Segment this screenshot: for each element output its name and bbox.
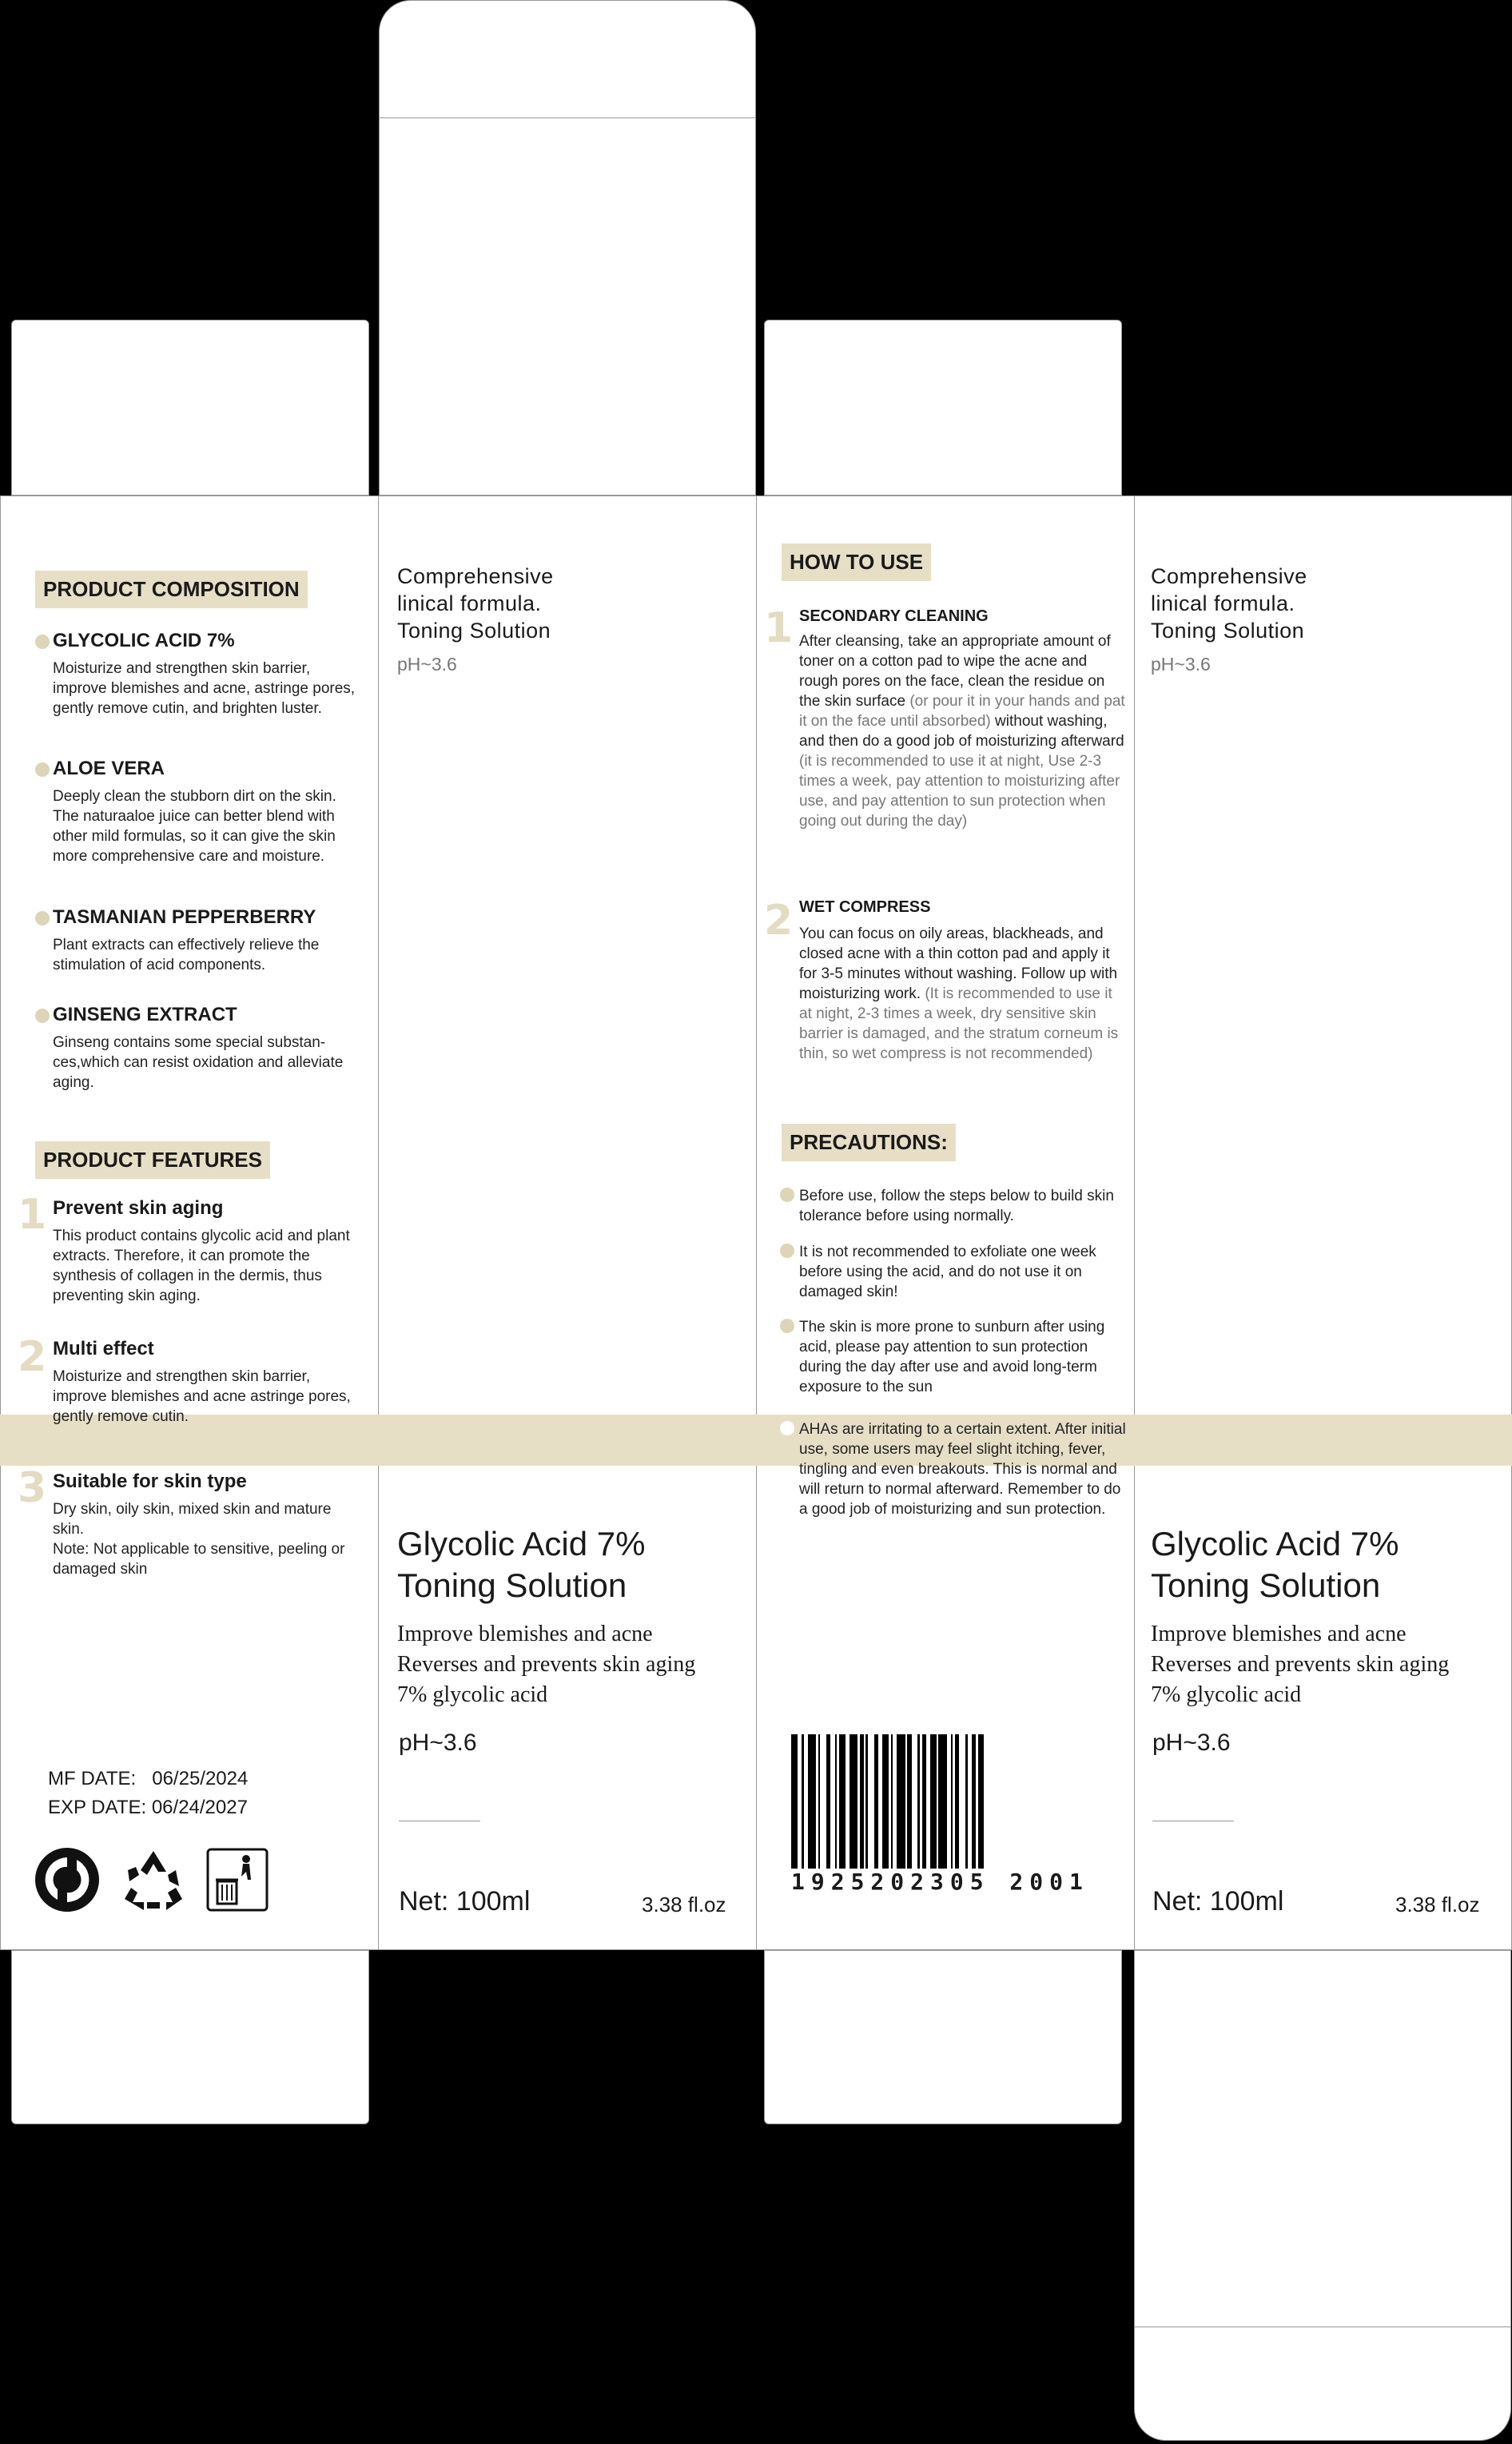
step-note: (It is recommended to use it at night, 2-3 times a week, dry sensitive skin barrier is damaged, and the stratum corneum is thin, so wet compress is not recommended): [799, 985, 1119, 1062]
bullet-dot: [780, 1319, 794, 1333]
barcode-bar: [978, 1734, 985, 1869]
front-claim: 7% glycolic acid: [1151, 1682, 1302, 1707]
top-ph: pH~3.6: [1151, 654, 1211, 675]
top-headline-line1: Comprehensive: [397, 564, 554, 588]
top-lid-flap: [379, 0, 756, 496]
step-number: 1: [764, 604, 794, 652]
front-ph: pH~3.6: [399, 1730, 477, 1756]
step-text: You can focus on oily areas, blackheads, and closed acne with a thin cotton pad and apply it for 3-5 minutes without washing. Follow up with moisturizing work.: [799, 925, 1118, 1002]
feature-number: 2: [18, 1333, 47, 1381]
step-note: (or pour it in your hands and pat it on the face until absorbed): [799, 693, 1125, 730]
composition-item-name: GLYCOLIC ACID 7%: [53, 630, 235, 651]
top-headline: [397, 563, 554, 644]
feature-desc: Moisturize and strengthen skin barrier, improve blemishes and acne astringe pores, gently remove cutin.: [53, 1368, 351, 1425]
bullet-dot: [780, 1244, 794, 1258]
front-title: [397, 1523, 645, 1606]
mf-date-label: MF DATE:: [48, 1768, 137, 1789]
front-claim: Improve blemishes and acne: [1151, 1622, 1407, 1646]
step-number: 2: [764, 897, 794, 945]
feature-desc: This product contains glycolic acid and plant extracts. Therefore, it can promote the synthesis of collagen in the dermis, thus preventing skin aging.: [53, 1228, 350, 1304]
feature-name: Suitable for skin type: [53, 1471, 247, 1492]
exp-date-value: 06/24/2027: [151, 1797, 248, 1818]
feature-name: Multi effect: [53, 1338, 154, 1359]
bottom-flap-middle: [764, 1950, 1122, 2124]
barcode: [791, 1734, 1095, 1869]
front-title-line1: Glycolic Acid 7%: [397, 1525, 646, 1562]
features-title: PRODUCT FEATURES: [35, 1141, 270, 1179]
composition-item-desc: Ginseng contains some special substan-ces,which can resist oxidation and alleviate aging.: [53, 1034, 344, 1091]
bullet-dot: [780, 1421, 794, 1435]
composition-item-desc: Plant extracts can effectively relieve the stimulation of acid components.: [53, 937, 320, 973]
step-text: After cleansing, take an appropriate amount of toner on a cotton pad to wipe the acne and rough pores on the face, clean the residue on the skin surface: [799, 633, 1111, 710]
mf-date-value: 06/25/2024: [152, 1768, 249, 1789]
top-ph: pH~3.6: [397, 654, 457, 675]
front-floz: 3.38 fl.oz: [642, 1893, 726, 1917]
front-net: Net: 100ml: [399, 1886, 531, 1917]
composition-item-name: ALOE VERA: [53, 758, 165, 779]
barcode-bars: [791, 1734, 1095, 1869]
how-to-use-title: HOW TO USE: [782, 543, 931, 581]
exp-date-label: EXP DATE:: [48, 1797, 147, 1818]
bottom-flap-left: [11, 1950, 369, 2124]
top-headline: [1151, 563, 1307, 644]
barcode-bar: [930, 1734, 937, 1869]
precautions-title: PRECAUTIONS:: [782, 1124, 956, 1161]
green-dot-icon: [34, 1846, 101, 1913]
top-headline-line3: Toning Solution: [1151, 619, 1305, 643]
composition-item-desc: Deeply clean the stubborn dirt on the skin. The naturaaloe juice can better blend with other mild formulas, so it can give the skin more comprehensive care and moisture.: [53, 788, 336, 865]
composition-item-name: TASMANIAN PEPPERBERRY: [53, 906, 316, 928]
front-claim: 7% glycolic acid: [397, 1682, 548, 1707]
front-title: [1151, 1523, 1399, 1606]
barcode-bar: [850, 1734, 857, 1869]
exp-date: [48, 1797, 248, 1819]
precaution-item: Before use, follow the steps below to build skin tolerance before using normally.: [799, 1188, 1114, 1224]
feature-note: Note: Not applicable to sensitive, peeling or damaged skin: [53, 1541, 345, 1578]
front-claim: Improve blemishes and acne: [397, 1622, 653, 1646]
bullet-dot: [35, 1009, 50, 1023]
step-name: SECONDARY CLEANING: [799, 607, 989, 625]
composition-item-name: GINSENG EXTRACT: [53, 1004, 237, 1025]
feature-number: 1: [18, 1191, 47, 1239]
barcode-bar: [791, 1734, 798, 1869]
front-ph: pH~3.6: [1152, 1730, 1231, 1756]
barcode-bar: [912, 1734, 918, 1869]
front-title-line1: Glycolic Acid 7%: [1151, 1525, 1399, 1562]
top-headline-line2: linical formula.: [1151, 591, 1295, 615]
barcode-bar: [820, 1734, 826, 1869]
precaution-item: It is not recommended to exfoliate one week before using the acid, and do not use it on damaged skin!: [799, 1244, 1096, 1300]
front-net: Net: 100ml: [1152, 1886, 1284, 1917]
mf-date: [48, 1768, 248, 1790]
composition-item-desc: Moisturize and strengthen skin barrier, improve blemishes and acne, astringe pores, gently remove cutin, and brighten luster.: [53, 660, 356, 717]
bullet-dot: [35, 762, 50, 777]
front-claims: [1151, 1619, 1449, 1710]
composition-title: PRODUCT COMPOSITION: [35, 571, 308, 608]
top-dust-flap-left: [11, 320, 369, 496]
step-description: [799, 924, 1127, 1064]
bullet-dot: [35, 911, 50, 925]
front-claim: Reverses and prevents skin aging: [1151, 1652, 1450, 1677]
top-headline-line1: Comprehensive: [1151, 564, 1307, 588]
barcode-digits: 1925202305 2001: [791, 1869, 1089, 1895]
barcode-bar: [984, 1734, 986, 1869]
front-title-line2: Toning Solution: [397, 1566, 627, 1604]
barcode-bar: [897, 1734, 905, 1869]
barcode-bar: [868, 1734, 874, 1869]
top-headline-line2: linical formula.: [397, 591, 542, 615]
barcode-bar: [839, 1734, 846, 1869]
precaution-item: The skin is more prone to sunburn after using acid, please pay attention to sun protection during the day after use and avoid long-term exposure to the sun: [799, 1319, 1105, 1395]
step-note: (it is recommended to use it at night, Use 2-3 times a week, pay attention to moisturizing after use, and pay attention to sun protection when going out during the day): [799, 753, 1120, 830]
front-floz: 3.38 fl.oz: [1395, 1893, 1480, 1917]
recycle-icon: [120, 1846, 187, 1913]
bullet-dot: [35, 635, 50, 649]
trash-bin-icon: [206, 1848, 269, 1912]
barcode-bar: [808, 1734, 816, 1869]
top-headline-line3: Toning Solution: [397, 619, 551, 643]
front-claims: [397, 1619, 695, 1710]
bottom-lid-flap: [1134, 1950, 1511, 2441]
barcode-bar: [938, 1734, 946, 1869]
step-description: [799, 631, 1127, 831]
step-text: without washing, and then do a good job of moisturizing afterward: [799, 713, 1124, 750]
bullet-dot: [780, 1188, 794, 1202]
feature-name: Prevent skin aging: [53, 1197, 224, 1219]
barcode-bar: [882, 1734, 889, 1869]
front-title-line2: Toning Solution: [1151, 1566, 1381, 1604]
front-claim: Reverses and prevents skin aging: [397, 1652, 696, 1677]
top-dust-flap-right: [764, 320, 1122, 496]
feature-number: 3: [18, 1464, 47, 1512]
step-name: WET COMPRESS: [799, 898, 931, 916]
feature-desc: Dry skin, oily skin, mixed skin and mature skin.: [53, 1501, 332, 1538]
panel-bottom-border: [0, 1949, 1512, 1950]
precaution-item: AHAs are irritating to a certain extent. After initial use, some users may feel slight itching, fever, tingling and even breakouts. This is normal and will return to normal afterward. Remember to do a good job of moisturizing and sun protection.: [799, 1421, 1126, 1518]
barcode-bar: [959, 1734, 965, 1869]
